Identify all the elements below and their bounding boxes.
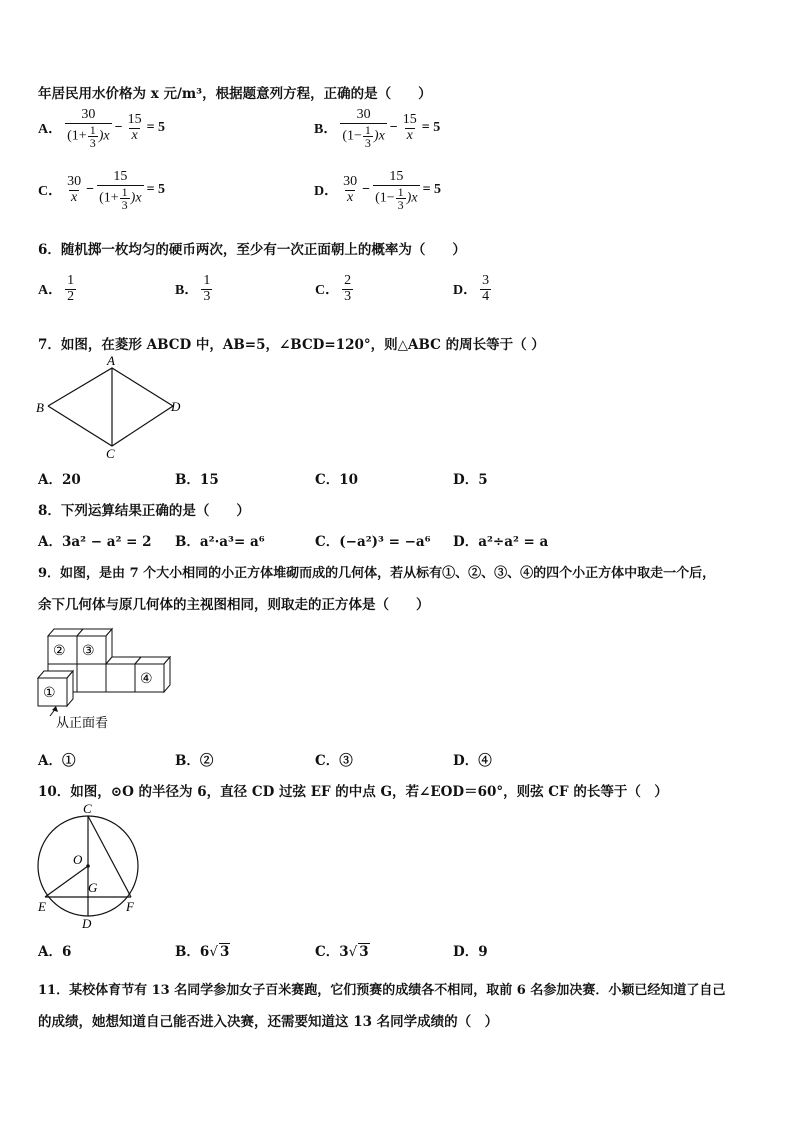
- q8-option-b[interactable]: [175, 530, 265, 550]
- numerator: 15: [402, 112, 417, 128]
- option-label: C．: [315, 753, 340, 769]
- small-fraction: [120, 186, 130, 211]
- option-value: ①: [61, 753, 76, 769]
- q11-stem-line2: 的成绩，她想知道自己能否进入决赛，还需要知道这 13 名同学成绩的（ ）: [38, 1014, 499, 1030]
- label-a: A: [107, 354, 115, 368]
- small-den: 3: [121, 197, 128, 212]
- option-value: a²·a³= a⁶: [199, 534, 265, 550]
- option-label: C．: [315, 472, 340, 488]
- label-cube1: ①: [43, 686, 56, 701]
- denominator-prefix: (1+: [67, 128, 87, 144]
- option-value: ③: [339, 753, 353, 769]
- denominator: 3: [344, 288, 352, 304]
- label-d: D: [171, 399, 181, 414]
- option-label: D．: [453, 472, 479, 488]
- q9-option-d[interactable]: [453, 749, 492, 769]
- denominator: x: [406, 127, 413, 143]
- option-label: A．: [38, 534, 62, 550]
- cube-b2-front: [77, 664, 106, 692]
- option-coefficient: 3: [339, 944, 349, 960]
- q7-option-c[interactable]: [315, 468, 358, 488]
- numerator: 1: [203, 273, 211, 288]
- denominator-suffix: )x: [373, 128, 385, 144]
- fraction: [480, 274, 491, 304]
- radicand: 3: [219, 944, 230, 960]
- option-label: B．: [175, 944, 200, 960]
- radicand: 3: [359, 944, 369, 960]
- option-value: 3a² − a² = 2: [61, 534, 152, 550]
- fraction: [373, 170, 419, 211]
- q9-stem-line1: 9．如图，是由 7 个大小相同的小正方体堆砌而成的几何体，若从标有①、②、③、④的四个小正方体中取走一个后，: [38, 566, 716, 581]
- denominator-prefix: (1+: [99, 190, 119, 206]
- small-num: 1: [364, 122, 371, 137]
- fraction: [401, 113, 419, 143]
- option-label: D．: [453, 534, 479, 550]
- label-c: C: [106, 446, 115, 461]
- equals-rhs: = 5: [422, 182, 442, 198]
- q5-option-d[interactable]: [314, 170, 441, 211]
- q6-stem: 6．随机掷一枚均匀的硬币两次，至少有一次正面朝上的概率为（ ）: [38, 242, 466, 258]
- q9-option-a[interactable]: [38, 749, 75, 769]
- q10-option-d[interactable]: [453, 940, 488, 960]
- option-label: A．: [38, 753, 62, 769]
- small-fraction: [88, 124, 98, 149]
- option-label: C．: [38, 184, 63, 200]
- option-value: 10: [339, 472, 359, 488]
- option-label: D．: [453, 753, 479, 769]
- label-g: G: [88, 880, 98, 895]
- q10-option-b[interactable]: [175, 940, 230, 960]
- view-label: 从正面看: [56, 715, 109, 730]
- numerator: 15: [127, 112, 142, 128]
- option-value: 9: [478, 944, 488, 960]
- q5-option-c[interactable]: [38, 170, 165, 211]
- small-fraction: [363, 124, 373, 149]
- label-cube2: ②: [53, 644, 66, 659]
- denominator: [97, 185, 143, 211]
- denominator-suffix: )x: [98, 128, 110, 144]
- q6-option-a[interactable]: [38, 274, 77, 304]
- q10-option-c[interactable]: [315, 940, 370, 960]
- denominator-suffix: )x: [130, 190, 142, 206]
- rhombus-figure: [34, 354, 194, 462]
- q9-stem-line2: 余下几何体与原几何体的主视图相同，则取走的正方体是（ ）: [38, 597, 430, 613]
- option-label: D．: [314, 184, 339, 200]
- option-label: A．: [38, 472, 62, 488]
- fraction: [340, 108, 386, 149]
- option-value: ②: [199, 753, 214, 769]
- q9-option-b[interactable]: [175, 749, 213, 769]
- label-cube3: ③: [82, 644, 95, 659]
- q11-stem-line1: 11．某校体育节有 13 名同学参加女子百米赛跑，它们预赛的成绩各不相同，取前 6 名参加决赛．小颖已经知道了自己: [38, 983, 726, 998]
- equals-rhs: = 5: [421, 120, 441, 136]
- small-num: 1: [89, 122, 96, 137]
- denominator: [340, 123, 386, 149]
- equals-rhs: = 5: [146, 120, 166, 136]
- option-value: 5: [478, 472, 488, 488]
- numerator: 1: [67, 273, 75, 288]
- cube-b3-front: [106, 664, 135, 692]
- denominator-suffix: )x: [406, 190, 418, 206]
- option-label: A．: [38, 944, 62, 960]
- label-o: O: [73, 852, 83, 867]
- circle-figure: [32, 800, 152, 932]
- option-label: C．: [315, 944, 340, 960]
- q5-option-a[interactable]: [38, 108, 165, 149]
- option-label: B．: [175, 753, 200, 769]
- small-den: 3: [89, 135, 96, 150]
- q7-option-d[interactable]: [453, 468, 488, 488]
- numerator: 2: [344, 273, 352, 288]
- operator: −: [114, 120, 123, 136]
- denominator: [65, 123, 111, 149]
- view-arrow-head: [52, 706, 58, 712]
- option-value: a²÷a² = a: [478, 534, 549, 550]
- small-num: 1: [121, 184, 128, 199]
- rhombus-outline: [48, 368, 173, 446]
- option-label: B．: [175, 472, 200, 488]
- option-coefficient: 6: [199, 944, 210, 960]
- denominator: 3: [203, 288, 211, 304]
- option-value: 15: [199, 472, 219, 488]
- q7-stem: 7．如图，在菱形 ABCD 中，AB=5，∠BCD=120°，则△ABC 的周长等于（ ）: [38, 337, 545, 353]
- option-value: (−a²)³ = −a⁶: [339, 534, 431, 550]
- label-f: F: [126, 899, 134, 914]
- operator: −: [86, 182, 95, 198]
- label-b: B: [36, 400, 44, 415]
- center-dot: [86, 864, 90, 868]
- q5-stem: 年居民用水价格为 x 元/m³，根据题意列方程，正确的是（ ）: [38, 86, 432, 102]
- numerator: 15: [113, 169, 128, 184]
- option-label: A．: [38, 283, 63, 299]
- fraction: [342, 274, 353, 304]
- option-label: D．: [453, 283, 478, 299]
- radius-oe: [45, 866, 88, 897]
- label-cube4: ④: [140, 672, 153, 687]
- denominator: 2: [67, 288, 75, 304]
- option-label: B．: [175, 283, 199, 299]
- q9-option-c[interactable]: [315, 749, 353, 769]
- q8-option-c[interactable]: [315, 530, 431, 550]
- fraction: [341, 175, 359, 205]
- label-e: E: [38, 899, 46, 914]
- numerator: 30: [81, 107, 96, 122]
- operator: −: [389, 120, 398, 136]
- fraction: [97, 170, 143, 211]
- denominator-prefix: (1−: [375, 190, 395, 206]
- denominator: x: [71, 189, 78, 205]
- denominator: [373, 185, 419, 211]
- q6-option-b[interactable]: [175, 274, 213, 304]
- option-label: A．: [38, 122, 63, 138]
- numerator: 30: [356, 107, 371, 122]
- fraction: [65, 175, 83, 205]
- small-num: 1: [397, 184, 404, 199]
- denominator-prefix: (1−: [342, 128, 362, 144]
- fraction: [65, 274, 76, 304]
- cubes-figure: [34, 620, 194, 735]
- operator: −: [362, 182, 371, 198]
- fraction: [65, 108, 111, 149]
- small-fraction: [396, 186, 406, 211]
- option-label: D．: [453, 944, 479, 960]
- q8-stem: 8．下列运算结果正确的是（ ）: [38, 503, 250, 519]
- option-value: ④: [478, 753, 492, 769]
- q10-stem: 10．如图，⊙O 的半径为 6，直径 CD 过弦 EF 的中点 G，若∠EOD＝60°，则弦 CF 的长等于（ ）: [38, 784, 668, 800]
- option-label: C．: [315, 283, 340, 299]
- q8-option-d[interactable]: [453, 530, 548, 550]
- q6-option-d[interactable]: [453, 274, 492, 304]
- option-label: B．: [175, 534, 200, 550]
- denominator: 4: [482, 288, 490, 304]
- cube1-side: [67, 671, 73, 706]
- option-value: 20: [61, 472, 81, 488]
- option-label: B．: [314, 122, 338, 138]
- label-d: D: [82, 916, 92, 931]
- denominator: x: [347, 189, 354, 205]
- fraction: [126, 113, 144, 143]
- denominator: x: [131, 127, 138, 143]
- numerator: 15: [389, 169, 404, 184]
- q8-option-a[interactable]: [38, 530, 152, 550]
- label-c: C: [83, 801, 92, 816]
- cube4-side: [164, 657, 170, 692]
- numerator: 30: [67, 174, 82, 190]
- equals-rhs: = 5: [146, 182, 166, 198]
- q5-option-b[interactable]: [314, 108, 440, 149]
- fraction: [201, 274, 212, 304]
- numerator: 30: [343, 174, 358, 190]
- option-value: 6: [61, 944, 72, 960]
- q6-option-c[interactable]: [315, 274, 354, 304]
- small-den: 3: [364, 135, 371, 150]
- q10-option-a[interactable]: [38, 940, 71, 960]
- small-den: 3: [397, 197, 404, 212]
- sqrt-icon: √: [348, 944, 358, 960]
- numerator: 3: [482, 273, 490, 288]
- q7-option-b[interactable]: [175, 468, 219, 488]
- q7-option-a[interactable]: [38, 468, 81, 488]
- option-label: C．: [315, 534, 340, 550]
- sqrt-icon: √: [209, 944, 218, 960]
